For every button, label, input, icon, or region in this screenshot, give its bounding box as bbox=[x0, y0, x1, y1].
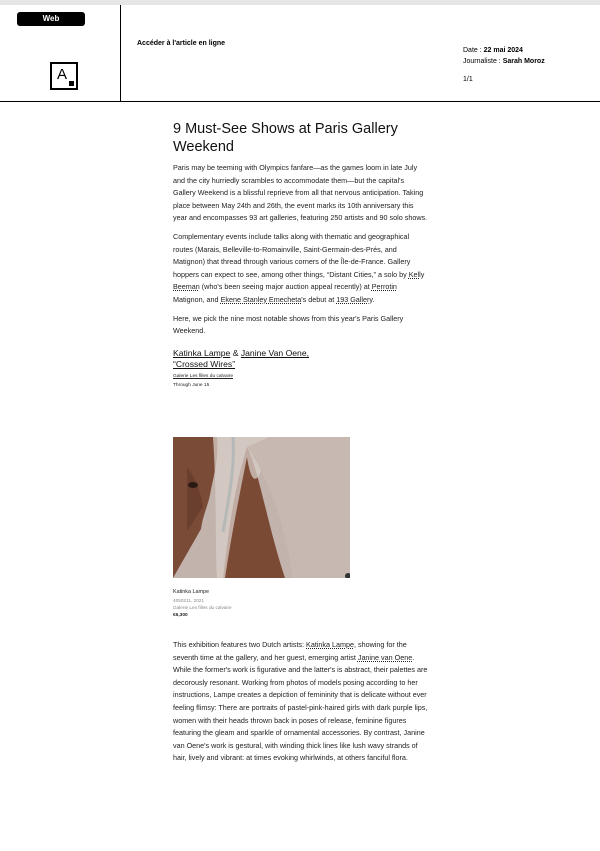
article-meta bbox=[463, 45, 545, 85]
text-span: . bbox=[372, 294, 375, 304]
online-article-link[interactable]: Accéder à l'article en ligne bbox=[137, 40, 226, 47]
journalist-value: Sarah Moroz bbox=[502, 58, 545, 65]
paragraph-events bbox=[173, 231, 428, 307]
logo-corner-mark bbox=[69, 81, 74, 86]
header-divider bbox=[120, 5, 121, 101]
portrait-illustration bbox=[173, 437, 350, 578]
artist-link-lampe[interactable]: Katinka Lampe bbox=[173, 347, 231, 358]
artwork-caption bbox=[173, 589, 232, 619]
artist-link-kelly-beeman[interactable]: Kelly Beeman bbox=[173, 269, 425, 292]
journalist-label: Journaliste : bbox=[463, 58, 501, 65]
gallery-link-193[interactable]: 193 Gallery bbox=[336, 294, 373, 304]
caption-artist: Katinka Lampe bbox=[173, 589, 209, 595]
venue-link[interactable]: Galerie Les filles du calvaire bbox=[173, 373, 233, 379]
date-line bbox=[463, 45, 545, 56]
clipping-header bbox=[0, 5, 600, 102]
date-value: 22 mai 2024 bbox=[483, 47, 523, 54]
date-label: Date : bbox=[463, 47, 482, 54]
gallery-link-perrotin[interactable]: Perrotin bbox=[371, 282, 397, 292]
show-title-link[interactable]: “Crossed Wires” bbox=[173, 358, 236, 369]
article-title: 9 Must-See Shows at Paris Gallery Weekend bbox=[173, 121, 398, 155]
artwork-image[interactable] bbox=[173, 437, 350, 578]
source-type-badge: Web bbox=[17, 12, 85, 26]
text-span: Complementary events include talks along with thematic and geographical routes (Marais, Belleville-to-Romainville, Saint-Germain-des-Prés, and Matignon) that thread through various corners of the Île-de-France. Gallery hoppers can expect to see, among other things, “Distant Cities,” a solo by bbox=[173, 231, 411, 279]
artist-link-janine-van-oene[interactable]: Janine van Oene bbox=[357, 652, 413, 662]
paragraph-intro: Paris may be teeming with Olympics fanfare—as the games loom in late July and the city hurriedly scrambles to accommodate them—but the capital's Gallery Weekend is a blissful reprieve from all that nervous anticipation. Taking place between May 24th and 26th, the event marks its 10th anniversary this year and encompasses 93 art galleries, featuring 250 artists and 90 solo shows. bbox=[173, 163, 428, 223]
caption-gallery: Galerie Les filles du calvaire bbox=[173, 605, 232, 611]
artist-link-katinka-lampe[interactable]: Katinka Lampe bbox=[306, 640, 354, 649]
article-body bbox=[173, 120, 428, 388]
text-span: (who's been seeing major auction appeal recently) at bbox=[199, 282, 372, 292]
logo-letter: A bbox=[57, 66, 68, 83]
page-indicator: 1/1 bbox=[463, 76, 473, 83]
journalist-line bbox=[463, 56, 545, 67]
text-span: This exhibition features two Dutch artists: bbox=[173, 640, 307, 649]
caption-price: €6,300 bbox=[173, 612, 188, 618]
article-body-continued bbox=[173, 639, 428, 771]
text-span: Matignon, and bbox=[173, 294, 221, 304]
show-dates: Through June 15 bbox=[173, 382, 210, 388]
artist-link-emecheta[interactable]: Ekene Stanley Emecheta bbox=[220, 294, 302, 304]
text-span: . While the former's work is figurative and the latter's is abstract, their palettes are decorously resonant. Working from photos of models posing according to her instructions, Lampe creates a depiction of femininity that is delicate without ever feeling flimsy: There are portraits of pastel-pink-haired girls with dark purple lips, women with their heads thrown back in poses of release, feminine figures featuring the gleam and sparkle of ornamental accessories. By contrast, Janine van Oene's work is gestural, with winding thick lines like lush wavy strands of hair, lively and vibrant: at times evoking whirlwinds, at others fanciful flora. bbox=[173, 652, 428, 763]
artist-link-van-oene[interactable]: Janine Van Oene, bbox=[240, 347, 310, 358]
text-span: , showing for the seventh time at the gallery, and her guest, emerging artist bbox=[173, 640, 407, 662]
caption-work: 4050211, 2021 bbox=[173, 597, 204, 603]
show-heading bbox=[173, 348, 428, 370]
paragraph-pick: Here, we pick the nine most notable shows from this year's Paris Gallery Weekend. bbox=[173, 313, 404, 336]
text-span: 's debut at bbox=[301, 294, 337, 304]
publication-logo bbox=[50, 62, 78, 90]
paragraph-exhibition bbox=[173, 639, 428, 765]
text-span: & bbox=[230, 347, 241, 358]
